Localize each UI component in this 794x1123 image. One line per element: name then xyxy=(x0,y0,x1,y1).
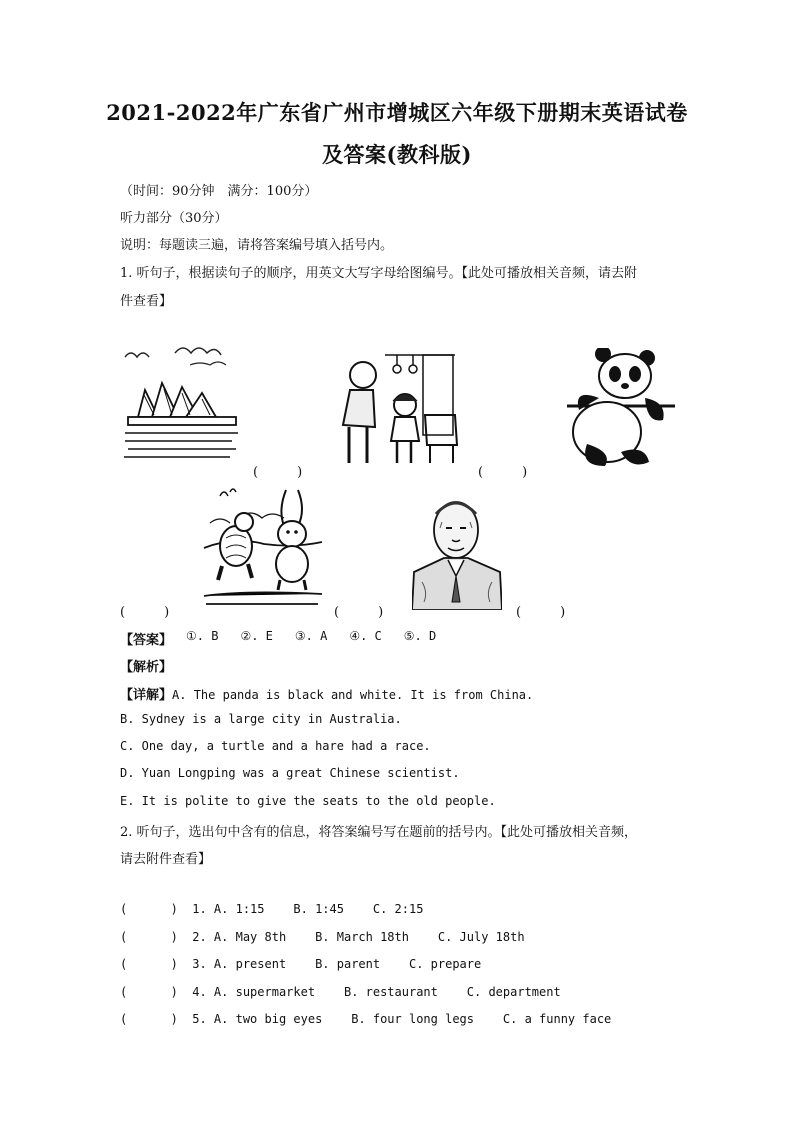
detail-label: 【详解】 xyxy=(120,688,173,703)
detail-d: D. Yuan Longping was a great Chinese scientist. xyxy=(120,766,460,780)
question-1-blank-3[interactable]: ( ) xyxy=(120,605,170,620)
question-1-blank-4[interactable]: ( ) xyxy=(334,605,384,620)
question-2-text-line1: 2. 听句子，选出句中含有的信息，将答案编号写在题前的括号内。【此处可播放相关音频， xyxy=(120,825,638,840)
question-1-text-line1: 1. 听句子，根据读句子的顺序，用英文大写字母给图编号。【此处可播放相关音频，请去附 xyxy=(120,266,638,281)
scientist-portrait-picture xyxy=(412,492,502,610)
answer-label: 【答案】 xyxy=(120,633,173,648)
question-1-text-line2: 件查看】 xyxy=(120,294,173,309)
answer-1: ①. B xyxy=(186,629,219,643)
detail-b: B. Sydney is a large city in Australia. xyxy=(120,712,402,726)
question-1-blank-1[interactable]: ( ) xyxy=(253,465,303,480)
document-title-line2: 及答案(教科版) xyxy=(322,142,472,167)
question-2-item-5[interactable]: ( ) 5. A. two big eyes B. four long legs C. a funny face xyxy=(120,1012,612,1026)
seat-giving-picture xyxy=(335,345,465,470)
detail-c: C. One day, a turtle and a hare had a race. xyxy=(120,739,431,753)
document-title-line1: 2021-2022年广东省广州市增城区六年级下册期末英语试卷 xyxy=(106,100,688,125)
time-info: （时间：90分钟 满分：100分） xyxy=(120,184,318,199)
panda-picture xyxy=(565,348,680,473)
question-2-item-4[interactable]: ( ) 4. A. supermarket B. restaurant C. department xyxy=(120,985,561,999)
opera-house-picture xyxy=(120,345,245,470)
question-1-blank-5[interactable]: ( ) xyxy=(516,605,566,620)
instructions: 说明：每题读三遍，请将答案编号填入括号内。 xyxy=(120,238,394,253)
answer-2: ②. E xyxy=(240,629,273,643)
detail-a: A. The panda is black and white. It is from China. xyxy=(172,688,534,702)
question-2-text-line2: 请去附件查看】 xyxy=(120,852,212,867)
answer-4: ④. C xyxy=(349,629,382,643)
detail-line-a xyxy=(120,684,533,703)
answer-5: ⑤. D xyxy=(403,629,437,643)
analysis-label: 【解析】 xyxy=(120,660,173,675)
answer-3: ③. A xyxy=(294,629,328,643)
question-2-item-1[interactable]: ( ) 1. A. 1:15 B. 1:45 C. 2:15 xyxy=(120,902,424,916)
question-2-item-2[interactable]: ( ) 2. A. May 8th B. March 18th C. July 18th xyxy=(120,930,525,944)
question-1-blank-2[interactable]: ( ) xyxy=(478,465,528,480)
detail-e: E. It is polite to give the seats to the old people. xyxy=(120,794,496,808)
listening-section-heading: 听力部分（30分） xyxy=(120,211,228,226)
answer-line xyxy=(120,629,436,648)
question-2-item-3[interactable]: ( ) 3. A. present B. parent C. prepare xyxy=(120,957,482,971)
turtle-and-rabbit-picture xyxy=(200,488,325,610)
